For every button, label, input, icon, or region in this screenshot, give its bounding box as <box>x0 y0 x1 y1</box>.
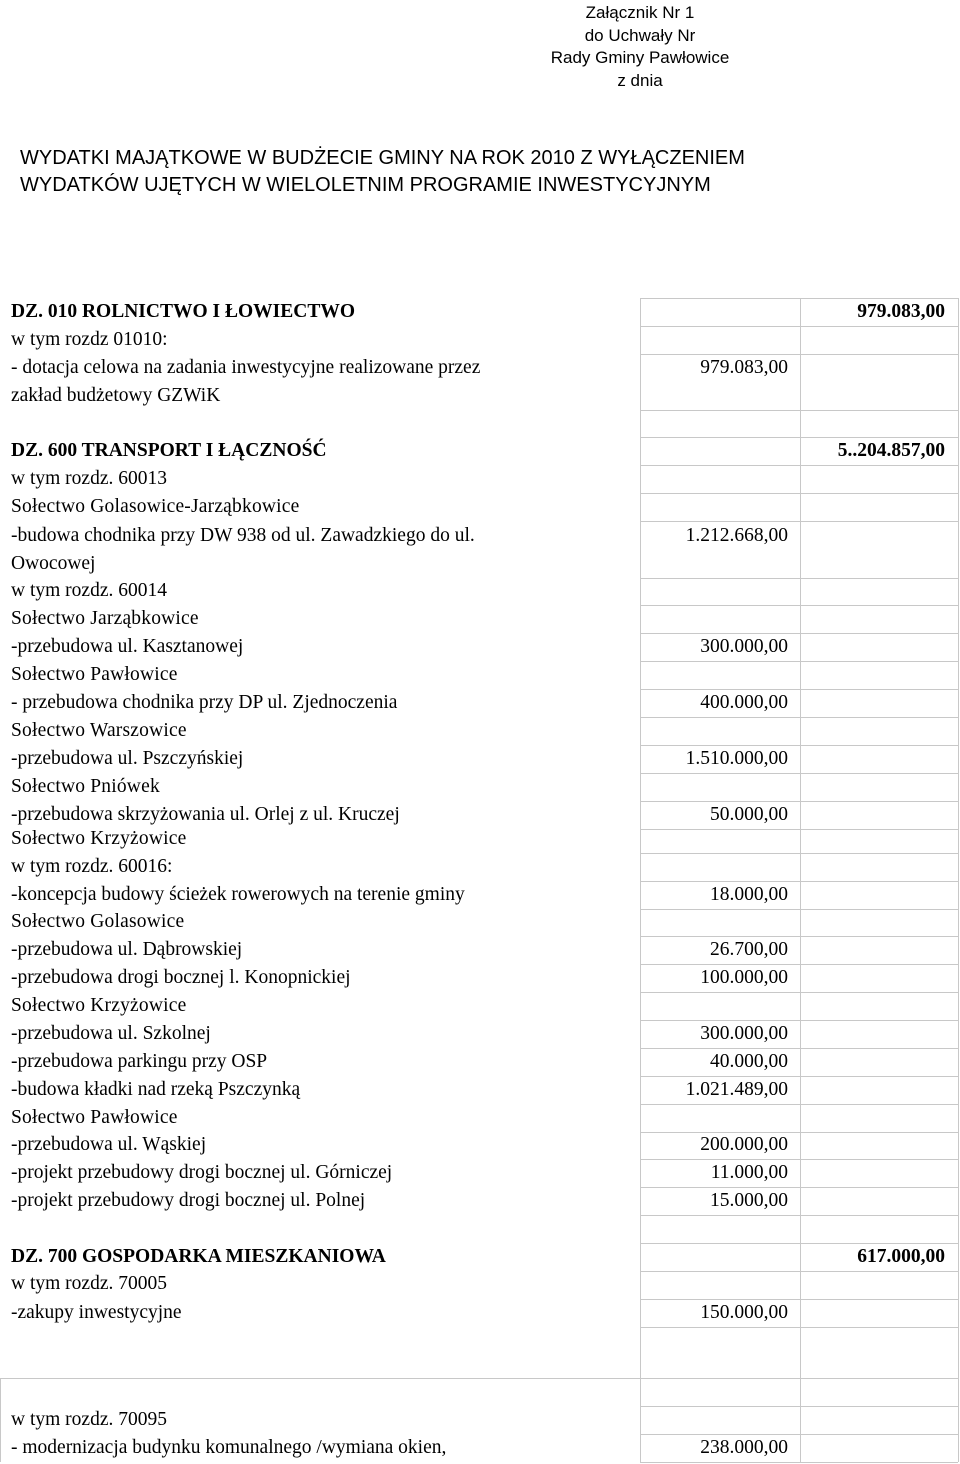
table-row <box>0 605 960 633</box>
row-label: -przebudowa ul. Szkolnej <box>11 1023 211 1044</box>
row-label: -projekt przebudowy drogi bocznej ul. Górniczej <box>11 1162 393 1183</box>
row-amount: 50.000,00 <box>710 804 788 825</box>
grid-line <box>640 1378 958 1379</box>
row-label: Sołectwo Pawłowice <box>11 664 178 685</box>
annex-line-2: do Uchwały Nr <box>584 25 696 45</box>
row-label: - modernizacja budynku komunalnego /wymiana okien, <box>11 1437 447 1458</box>
table-row <box>0 382 960 410</box>
table-row <box>0 661 960 689</box>
row-amount: 18.000,00 <box>710 884 788 905</box>
table-row <box>0 964 960 992</box>
annex-line-4: z dnia <box>617 70 663 90</box>
annex-header <box>520 2 760 92</box>
grid-line <box>0 1378 640 1379</box>
table-row <box>0 745 960 773</box>
row-label: Sołectwo Pawłowice <box>11 1107 178 1128</box>
table-row <box>0 298 960 326</box>
table-row <box>0 825 960 853</box>
table-row <box>0 1299 960 1327</box>
row-label: w tym rozdz. 70095 <box>11 1409 167 1430</box>
row-label: -przebudowa drogi bocznej l. Konopnickiej <box>11 967 351 988</box>
row-amount: 238.000,00 <box>700 1437 788 1458</box>
row-label: Sołectwo Pniówek <box>11 776 160 797</box>
table-row <box>0 1048 960 1076</box>
row-label: -budowa chodnika przy DW 938 od ul. Zawadzkiego do ul. <box>11 525 475 546</box>
row-label: Sołectwo Golasowice-Jarząbkowice <box>11 496 300 517</box>
row-amount: 1.021.489,00 <box>685 1079 788 1100</box>
row-amount: 150.000,00 <box>700 1302 788 1323</box>
table-row <box>0 1270 960 1298</box>
table-row <box>0 717 960 745</box>
table-row <box>0 1020 960 1048</box>
row-label: -przebudowa ul. Pszczyńskiej <box>11 748 244 769</box>
row-label: -przebudowa skrzyżowania ul. Orlej z ul. Kruczej <box>11 804 400 825</box>
table-row <box>0 881 960 909</box>
title-line-1: WYDATKI MAJĄTKOWE W BUDŻECIE GMINY NA ROK 2010 Z WYŁĄCZENIEM <box>20 147 745 169</box>
table-row <box>0 773 960 801</box>
row-label: -przebudowa parkingu przy OSP <box>11 1051 268 1072</box>
row-label: DZ. 600 TRANSPORT I ŁĄCZNOŚĆ <box>11 440 327 461</box>
title-line-2: WYDATKÓW UJĘTYCH W WIELOLETNIM PROGRAMIE INWESTYCYJNYM <box>20 174 711 196</box>
row-amount: 979.083,00 <box>700 357 788 378</box>
annex-line-3: Rady Gminy Pawłowice <box>550 48 730 67</box>
grid-line <box>640 1327 958 1328</box>
row-label: Sołectwo Warszowice <box>11 720 187 741</box>
row-label: -przebudowa ul. Dąbrowskiej <box>11 939 243 960</box>
grid-line <box>640 1462 958 1463</box>
row-label: -koncepcja budowy ścieżek rowerowych na terenie gminy <box>11 884 465 905</box>
row-label: Owocowej <box>11 553 96 574</box>
row-amount: 300.000,00 <box>700 636 788 657</box>
section-total: 617.000,00 <box>857 1246 945 1267</box>
row-label: DZ. 010 ROLNICTWO I ŁOWIECTWO <box>11 301 356 322</box>
row-amount: 100.000,00 <box>700 967 788 988</box>
table-row <box>0 1131 960 1159</box>
table-row <box>0 437 960 465</box>
row-label: Sołectwo Golasowice <box>11 911 185 932</box>
row-amount: 11.000,00 <box>710 1162 788 1183</box>
row-amount: 40.000,00 <box>710 1051 788 1072</box>
row-label: -budowa kładki nad rzeką Pszczynką <box>11 1079 301 1100</box>
row-label: -przebudowa ul. Wąskiej <box>11 1134 207 1155</box>
table-row <box>0 1243 960 1271</box>
table-row <box>0 577 960 605</box>
table-row <box>0 633 960 661</box>
row-label: -zakupy inwestycyjne <box>11 1302 182 1323</box>
table-row <box>0 326 960 354</box>
row-amount: 1.212.668,00 <box>685 525 788 546</box>
table-row <box>0 908 960 936</box>
row-label: - przebudowa chodnika przy DP ul. Zjednoczenia <box>11 692 398 713</box>
table-row <box>0 493 960 521</box>
row-label: w tym rozdz. 60013 <box>11 468 167 489</box>
row-amount: 400.000,00 <box>700 692 788 713</box>
table-row <box>0 1434 960 1462</box>
table-row <box>0 1104 960 1132</box>
table-row <box>0 936 960 964</box>
table-row <box>0 550 960 578</box>
row-label: DZ. 700 GOSPODARKA MIESZKANIOWA <box>11 1246 386 1267</box>
table-row <box>0 1187 960 1215</box>
row-label: Sołectwo Krzyżowice <box>11 995 187 1016</box>
section-total: 5..204.857,00 <box>837 440 945 461</box>
row-label: - dotacja celowa na zadania inwestycyjne realizowane przez <box>11 357 481 378</box>
row-label: Sołectwo Krzyżowice <box>11 828 187 849</box>
annex-line-1: Załącznik Nr 1 <box>585 3 695 22</box>
row-label: Sołectwo Jarząbkowice <box>11 608 199 629</box>
row-amount: 1.510.000,00 <box>685 748 788 769</box>
row-label: w tym rozdz. 60014 <box>11 580 167 601</box>
row-label: zakład budżetowy GZWiK <box>11 385 221 406</box>
row-label: -projekt przebudowy drogi bocznej ul. Polnej <box>11 1190 366 1211</box>
table-row <box>0 1159 960 1187</box>
table-row <box>0 522 960 550</box>
table-row <box>0 853 960 881</box>
table-row <box>0 689 960 717</box>
section-total: 979.083,00 <box>857 301 945 322</box>
row-amount: 26.700,00 <box>710 939 788 960</box>
row-label: w tym rozdz. 60016: <box>11 856 173 877</box>
table-row <box>0 1076 960 1104</box>
grid-line <box>640 410 958 411</box>
row-label: w tym rozdz. 70005 <box>11 1273 167 1294</box>
row-label: -przebudowa ul. Kasztanowej <box>11 636 244 657</box>
row-amount: 15.000,00 <box>710 1190 788 1211</box>
row-amount: 200.000,00 <box>700 1134 788 1155</box>
row-amount: 300.000,00 <box>700 1023 788 1044</box>
table-row <box>0 992 960 1020</box>
row-label: w tym rozdz 01010: <box>11 329 168 350</box>
grid-line <box>640 1215 958 1216</box>
document-title <box>20 145 940 199</box>
table-row <box>0 1406 960 1434</box>
table-row <box>0 465 960 493</box>
table-row <box>0 354 960 382</box>
